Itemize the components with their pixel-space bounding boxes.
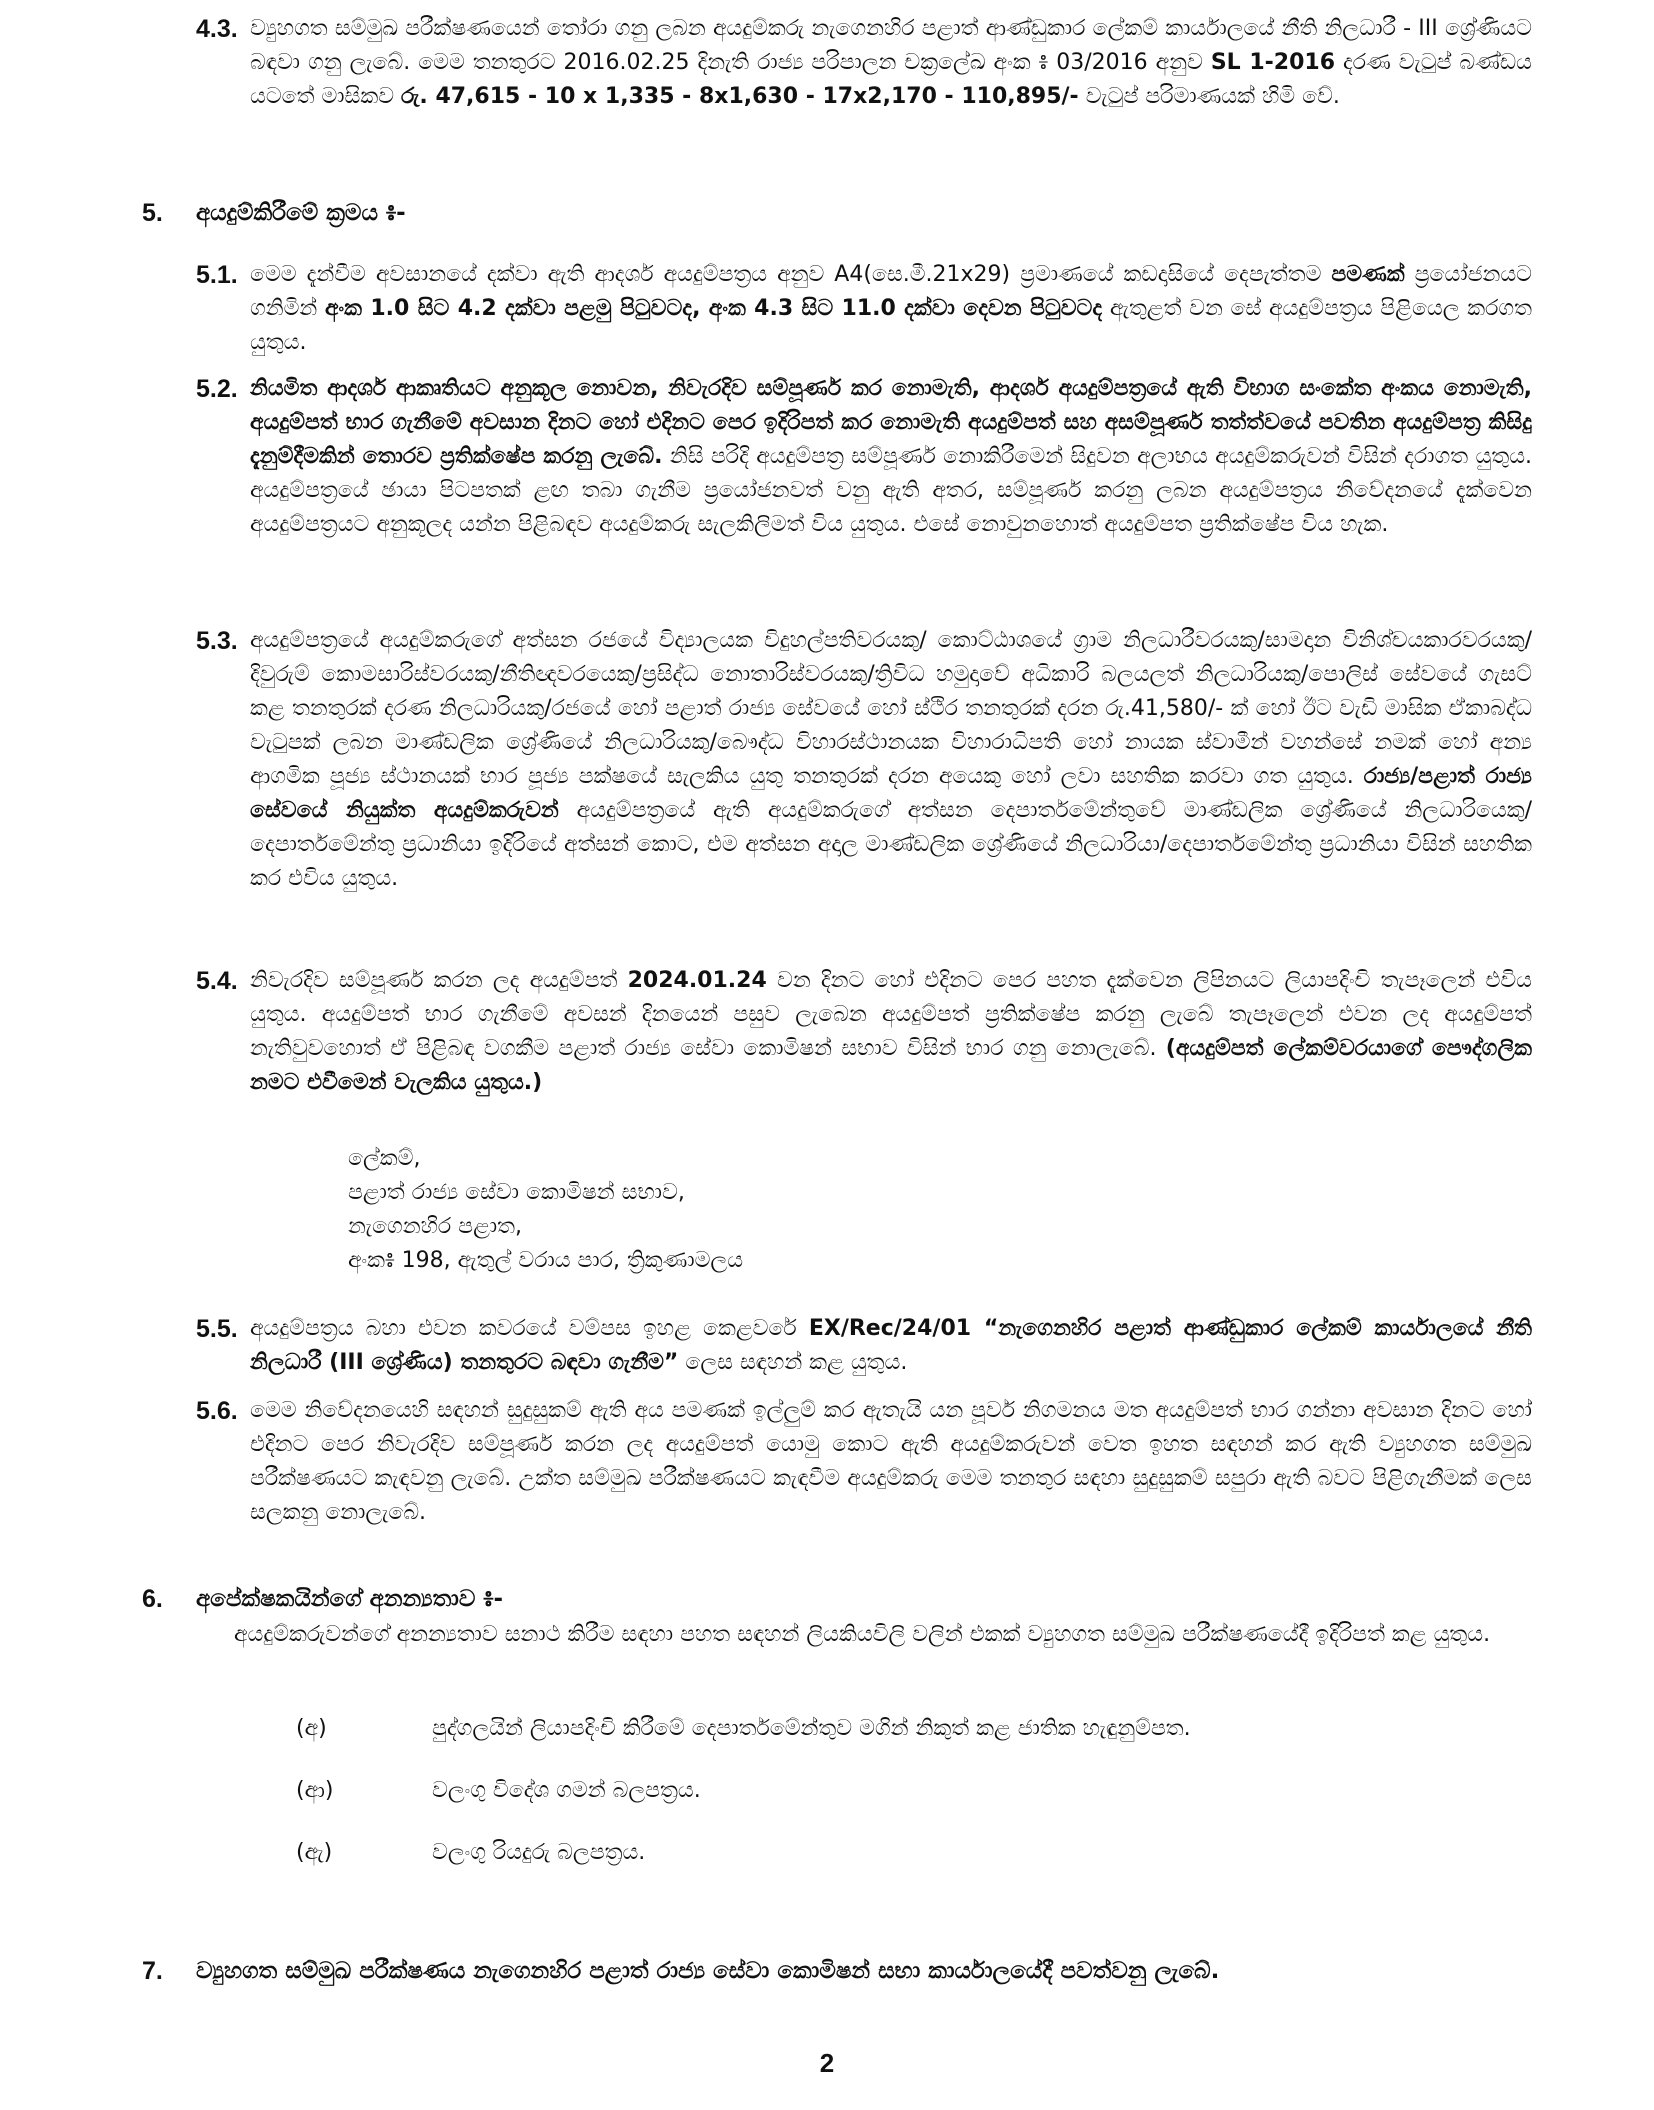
clause-5-6: [250, 1394, 1532, 1530]
text-run: 2024.01.24: [627, 968, 767, 993]
clause-number-5-4: 5.4.: [196, 967, 238, 995]
text-run: රු. 47,615 - 10 x 1,335 - 8x1,630 - 17x2,170 - 110,895/-: [401, 84, 1079, 109]
section-number-6: 6.: [142, 1585, 163, 1613]
id-item-letter-1: (අ): [296, 1716, 327, 1741]
text-run: රාජ්‍ය/පළාත් රාජ්‍ය සේවයේ නියුක්ත අයදුම්කරුවන්: [250, 764, 1532, 823]
address-line-4: අංක៖ 198, ඇතුල් වරාය පාර, ත්‍රිකුණාමලය: [348, 1248, 744, 1273]
page-number: 2: [819, 2048, 835, 2078]
text-run: ලෙස සඳහන් කළ යුතුය.: [678, 1350, 908, 1375]
section-6-intro: අයදුම්කරුවන්ගේ අනන්‍යතාව සනාථ කිරීම සඳහා පහත සඳහන් ලියකියවිලි වලින් එකක් ව්‍යුහගත සම්මුඛ පරීක්ෂණයේදී ඉදිරිපත් කළ යුතුය.: [234, 1622, 1491, 1647]
text-run: අයදුම්පත්‍රය බහා එවන කවරයේ වම්පස ඉහළ කෙළවරේ: [250, 1316, 809, 1341]
id-item-letter-3: (ඇ): [296, 1840, 333, 1865]
id-item-text-2: වලංගු විදේශ ගමන් බලපත්‍රය.: [432, 1778, 701, 1803]
text-run: වන දිනට හෝ එදිනට පෙර පහත දැක්වෙන ලිපිනයට ලියාපදිංචි තැපෑලෙන් එවිය යුතුය. අයදුම්පත් භාර ගැනීමේ අවසන් දිනයෙන් පසුව ලැබෙන අයදුම්පත් ප්‍රතික්ෂේප කරනු ලැබේ තැපෑලෙන් එවන ලද අයදුම්පත් නැතිවුවහොත් ඒ පිළිබඳ වගකීම පළාත් රාජ්‍ය සේවා කොමිෂන් සභාව විසින් භාර ගනු නොලැබේ.: [250, 968, 1532, 1061]
text-run: නිසි පරිදි අයදුම්පත්‍ර සම්පූර්ණ නොකිරීමෙන් සිදුවන අලාභය අයදුම්කරුවන් විසින් දරාගත යුතුය. අයදුම්පත්‍රයේ ඡායා පිටපතක් ළඟ තබා ගැනීම ප්‍රයෝජනවත් වනු ඇති අතර, සම්පූර්ණ කරනු ලබන අයදුම්පත්‍රය නිවේදනයේ දැක්වෙන අයදුම්පත්‍රයට අනුකූලද යන්න පිළිබඳව අයදුම්කරු සැලකිලිමත් විය යුතුය. එසේ නොවුනහොත් අයදුම්පත ප්‍රතික්ෂේප විය හැක.: [250, 444, 1533, 537]
address-line-1: ලේකම්,: [348, 1146, 421, 1171]
section-number-7: 7.: [142, 1957, 163, 1985]
clause-number-5-3: 5.3.: [196, 627, 238, 655]
text-run: මෙම දැන්වීම අවසානයේ දක්වා ඇති ආදර්ශ අයදුම්පත්‍රය අනුව A4(සෙ.මී.21x29) ප්‍රමාණයේ කඩදාසියේ දෙපැත්තම: [250, 262, 1332, 287]
clause-number-4-3: 4.3.: [196, 15, 238, 43]
address-line-3: නැගෙනහිර පළාත,: [348, 1214, 522, 1239]
text-run: (අයදුම්පත් ලේකම්වරයාගේ පෞද්ගලික නමට එවීමෙන් වැලකිය යුතුය.): [250, 1036, 1532, 1095]
text-run: ඇතුළත් වන සේ අයදුම්පත්‍රය පිළියෙල කරගත යුතුය.: [250, 296, 1532, 355]
text-run: මෙම නිවේදනයෙහි සඳහන් සුදුසුකම් ඇති අය පමණක් ඉල්ලුම් කර ඇතැයි යන පූර්ව නිගමනය මත අයදුම්පත් භාර ගන්නා අවසාන දිනට හෝ එදිනට පෙර නිවැරදිව සම්පූර්ණ කරන ලද අයදුම්පත් යොමු කොට ඇති අයදුම්කරුවන් වෙත ඉහත සඳහන් කර ඇති ව්‍යුහගත සම්මුඛ පරීක්ෂණයට කැඳවනු ලැබේ. උක්ත සම්මුඛ පරීක්ෂණයට කැඳවීම අයදුම්කරු මෙම තනතුර සඳහා සුදුසුකම් සපුරා ඇති බවට පිළිගැනීමක් ලෙස සලකනු නොලැබේ.: [250, 1398, 1532, 1525]
clause-5-2: [250, 372, 1532, 542]
clause-5-1: [250, 258, 1532, 360]
text-run: අයදුම්පත්‍රයේ අයදුම්කරුගේ අත්සන රජයේ විද්‍යාලයක විදුහල්පතිවරයකු/ කොට්ඨාශයේ ග්‍රාම නිලධාරීවරයකු/සාමදාන විනිශ්චයකාරවරයකු/දිවුරුම් කොමසාරිස්වරයකු/නීතිඥවරයෙකු/ප්‍රසිද්ධ නොතාරිස්වරයකු/ත්‍රිවිධ හමුදාවේ අධිකාරි බලයලත් නිලධාරියකු/පොලිස් සේවයේ ගැසට් කළ තනතුරක් දරණ නිලධාරියකු/රජයේ හෝ පළාත් රාජ්‍ය සේවයේ හෝ ස්ථිර තනතුරක් දරන රු.41,580/- ක් හෝ ඊට වැඩි මාසික ඒකාබද්ධ වැටුපක් ලබන මාණ්ඩලික ශ්‍රේණියේ නිලධාරියකු/බෞද්ධ විහාරස්ථානයක විහාරාධිපති හෝ නායක ස්වාමීන් වහන්සේ නමක් හෝ අන්‍ය ආගමික පූජ්‍ය ස්ථානයක් භාර පූජ්‍ය පක්ෂයේ සැලකිය යුතු තනතුරක් දරන අයෙකු හෝ ලවා සහතික කරවා ගත යුතුය.: [250, 628, 1532, 789]
text-run: SL 1-2016: [1210, 50, 1336, 75]
id-item-text-1: පුද්ගලයින් ලියාපදිංචි කිරීමේ දෙපාර්තමේන්තුව මගින් නිකුත් කළ ජාතික හැඳුනුම්පත.: [432, 1716, 1191, 1741]
section-number-5: 5.: [142, 199, 163, 227]
clause-number-5-2: 5.2.: [196, 375, 238, 403]
id-item-letter-2: (ආ): [296, 1778, 334, 1803]
clause-number-5-1: 5.1.: [196, 261, 238, 289]
clause-5-5: [250, 1312, 1532, 1380]
text-run: වැටුප් පරිමාණයක් හිමි වේ.: [1078, 84, 1340, 109]
text-run: නියමිත ආදර්ශ ආකෘතියට අනුකූල නොවන, නිවැරදිව සම්පූර්ණ කර නොමැති, ආදර්ශ අයදුම්පත්‍රයේ ඇති විභාග සංකේත අංකය නොමැති, අයදුම්පත් භාර ගැනීමේ අවසාන දිනට හෝ එදිනට පෙර ඉදිරිපත් කර නොමැති අයදුම්පත් සහ අසම්පූර්ණ තත්ත්වයේ පවතින අයදුම්පත්‍ර කිසිදු දැනුම්දීමකින් තොරව ප්‍රතික්ෂේප කරනු ලැබේ.: [250, 376, 1532, 469]
clause-5-4: [250, 964, 1532, 1100]
text-run: ව්‍යුහගත සම්මුඛ පරීක්ෂණයෙන් තෝරා ගනු ලබන අයදුම්කරු නැගෙනහිර පළාත් ආණ්ඩුකාර ලේකම් කාර්යාලයේ නීති නිලධාරී - III ශ්‍රේණියට බඳවා ගනු ලැබේ. මෙම තනතුරට 2016.02.25 දිනැති රාජ්‍ය පරිපාලන චක්‍රලේඛ අංක ៖ 03/2016 අනුව: [250, 16, 1532, 75]
section-title-6: අපේක්ෂකයින්ගේ අනන්‍යතාව ៖-: [196, 1586, 504, 1612]
text-run: නිවැරදිව සම්පූර්ණ කරන ලද අයදුම්පත්: [250, 968, 628, 993]
text-run: අයදුම්පත්‍රයේ ඇති අයදුම්කරුගේ අත්සන දෙපාර්තමේන්තුවේ මාණ්ඩලික ශ්‍රේණියේ නිලධාරියෙකු/දෙපාර්තමේන්තු ප්‍රධානියා ඉදිරියේ අත්සන් කොට, එම අත්සන අදාල මාණ්ඩලික ශ්‍රේණියේ නිලධාරියා/දෙපාර්තමේන්තු ප්‍රධානියා විසින් සහතික කර එවිය යුතුය.: [250, 798, 1532, 891]
clause-number-5-5: 5.5.: [196, 1315, 238, 1343]
text-run: EX/Rec/24/01 “නැගෙනහිර පළාත් ආණ්ඩුකාර ලේකම් කාර්යාලයේ නීති නිලධාරී (III ශ්‍රේණිය) තනතුරට බඳවා ගැනීම”: [250, 1316, 1532, 1375]
address-line-2: පළාත් රාජ්‍ය සේවා කොමිෂන් සභාව,: [348, 1180, 685, 1205]
text-run: දරණ වැටුප් බණ්ඩය යටතේ මාසිකව: [250, 50, 1532, 109]
clause-5-3: [250, 624, 1532, 896]
section-title-7: ව්‍යුහගත සම්මුඛ පරීක්ෂණය නැගෙනහිර පළාත් රාජ්‍ය සේවා කොමිෂන් සභා කාර්යාලයේදී පවත්වනු ලැබේ.: [196, 1958, 1220, 1984]
section-title-5: අයදුම්කිරීමේ ක්‍රමය ៖-: [196, 200, 406, 226]
clause-number-5-6: 5.6.: [196, 1397, 238, 1425]
text-run: පමණක්: [1331, 262, 1405, 287]
text-run: අංක 1.0 සිට 4.2 දක්වා පළමු පිටුවටද, අංක 4.3 සිට 11.0 දක්වා දෙවන පිටුවටද: [324, 296, 1103, 321]
id-item-text-3: වලංගු රියදුරු බලපත්‍රය.: [432, 1840, 646, 1865]
address-block: [348, 1142, 743, 1278]
text-run: ප්‍රයෝජනයට ගනිමින්: [250, 262, 1532, 321]
clause-4-3: [250, 12, 1532, 114]
